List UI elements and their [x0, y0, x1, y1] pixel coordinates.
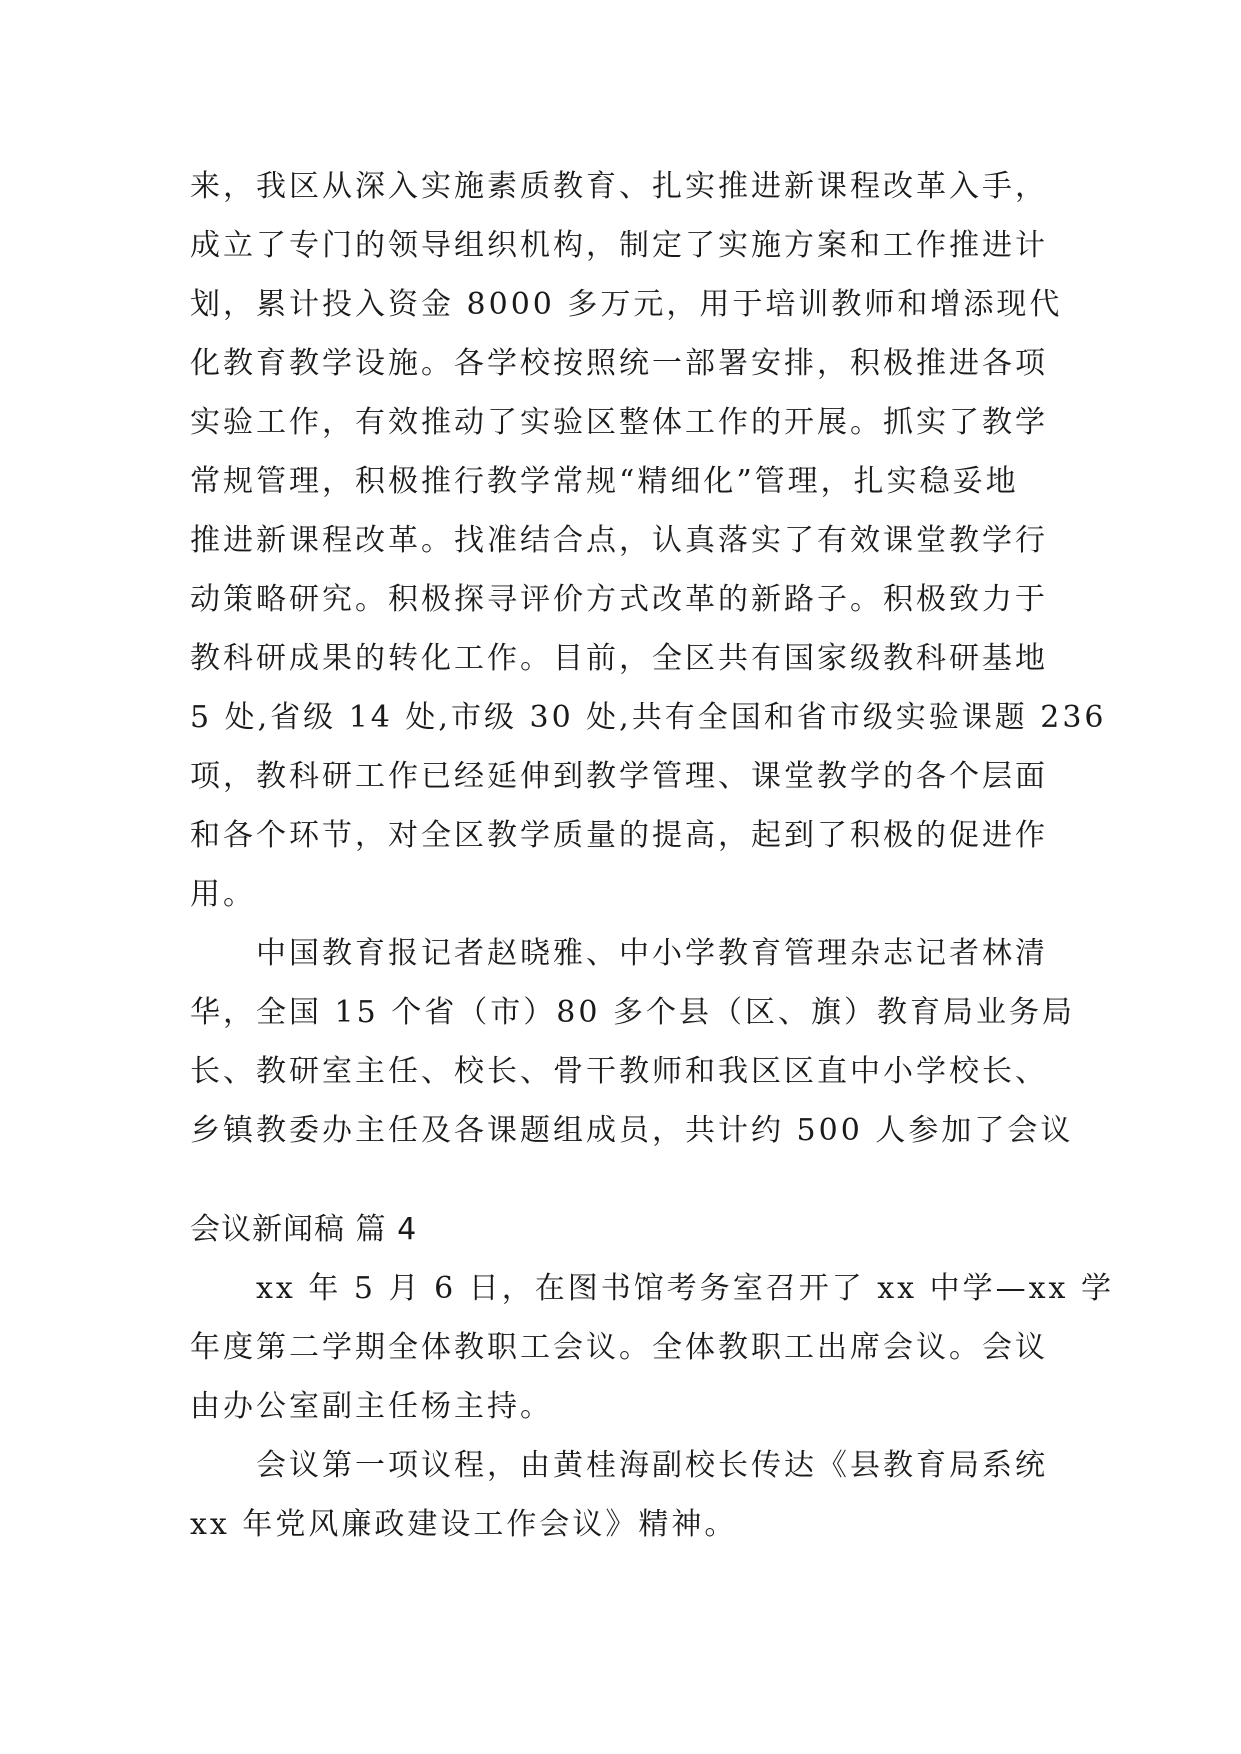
- text-line: 和各个环节，对全区教学质量的提高，起到了积极的促进作: [190, 818, 1048, 853]
- text-line: 华，全国 15 个省（市）80 多个县（区、旗）教育局业务局: [190, 995, 1075, 1030]
- text-line: 成立了专门的领导组织机构，制定了实施方案和工作推进计: [190, 228, 1048, 263]
- text-line: 动策略研究。积极探寻评价方式改革的新路子。积极致力于: [190, 582, 1048, 617]
- text-line: 项，教科研工作已经延伸到教学管理、课堂教学的各个层面: [190, 759, 1048, 794]
- text-line: 会议第一项议程，由黄桂海副校长传达《县教育局系统: [190, 1448, 1048, 1483]
- text-line: 推进新课程改革。找准结合点，认真落实了有效课堂教学行: [190, 523, 1048, 558]
- text-line: 5 处,省级 14 处,市级 30 处,共有全国和省市级实验课题 236: [190, 700, 1107, 735]
- text-line: 实验工作，有效推动了实验区整体工作的开展。抓实了教学: [190, 405, 1048, 440]
- text-line: 长、教研室主任、校长、骨干教师和我区区直中小学校长、: [190, 1054, 1048, 1089]
- text-line: 来，我区从深入实施素质教育、扎实推进新课程改革入手，: [190, 169, 1048, 204]
- text-line: 用。: [190, 877, 256, 912]
- text-line: 教科研成果的转化工作。目前，全区共有国家级教科研基地: [190, 641, 1048, 676]
- section-heading: 会议新闻稿 篇 4: [190, 1212, 418, 1247]
- text-line: 年度第二学期全体教职工会议。全体教职工出席会议。会议: [190, 1330, 1048, 1365]
- text-line: xx 年 5 月 6 日，在图书馆考务室召开了 xx 中学—xx 学: [190, 1271, 1114, 1306]
- text-line: 乡镇教委办主任及各课题组成员，共计约 500 人参加了会议: [190, 1113, 1074, 1148]
- text-line: xx 年党风廉政建设工作会议》精神。: [190, 1507, 738, 1542]
- text-line: 化教育教学设施。各学校按照统一部署安排，积极推进各项: [190, 346, 1048, 381]
- text-line: 常规管理，积极推行教学常规“精细化”管理，扎实稳妥地: [190, 464, 1019, 499]
- text-line: 由办公室副主任杨主持。: [190, 1389, 553, 1424]
- text-line: 划，累计投入资金 8000 多万元，用于培训教师和增添现代: [190, 287, 1063, 322]
- text-line: 中国教育报记者赵晓雅、中小学教育管理杂志记者林清: [190, 936, 1048, 971]
